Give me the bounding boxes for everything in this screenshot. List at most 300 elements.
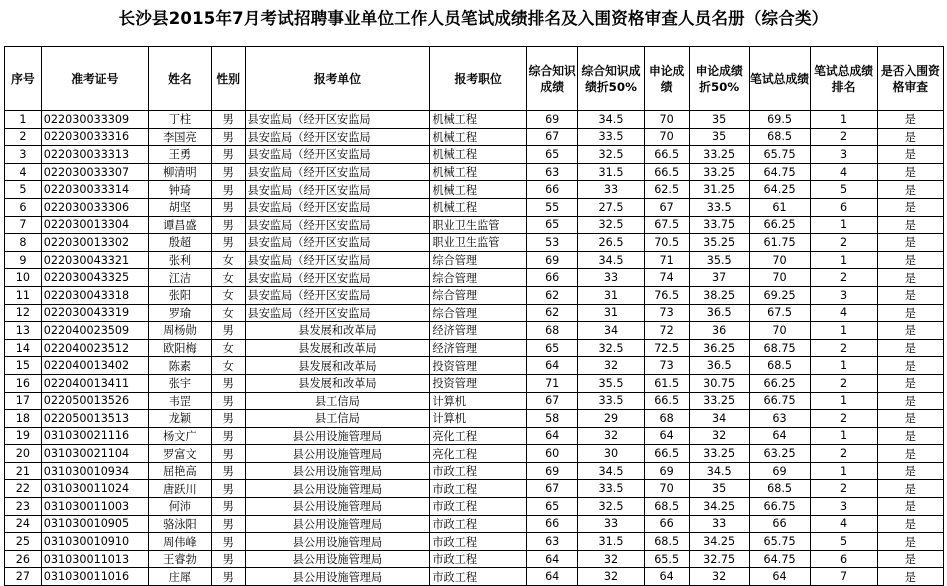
cell-position: 机械工程 (430, 181, 527, 199)
cell-exam-id: 031030021116 (41, 427, 148, 445)
cell-general-knowledge: 63 (526, 163, 577, 181)
cell-general-knowledge-50: 29 (578, 410, 644, 428)
cell-rank: 2 (810, 269, 877, 287)
cell-essay: 67 (644, 198, 689, 216)
cell-qualified: 是 (877, 357, 943, 375)
cell-rank: 1 (810, 392, 877, 410)
cell-position: 职业卫生监管 (430, 234, 527, 252)
cell-name: 唐跃川 (148, 480, 211, 498)
cell-name: 周伟峰 (148, 533, 211, 551)
cell-essay: 64 (644, 427, 689, 445)
cell-general-knowledge: 69 (526, 462, 577, 480)
cell-total: 69.5 (749, 111, 810, 129)
cell-name: 谭昌盛 (148, 216, 211, 234)
cell-qualified: 是 (877, 568, 943, 586)
cell-qualified: 是 (877, 286, 943, 304)
cell-essay-50: 32 (689, 568, 749, 586)
cell-unit: 县安监局（经开区安监局 (245, 163, 430, 181)
cell-total: 63.25 (749, 445, 810, 463)
cell-general-knowledge: 64 (526, 550, 577, 568)
cell-name: 骆泳阳 (148, 515, 211, 533)
cell-essay-50: 33.25 (689, 146, 749, 164)
table-row (5, 198, 944, 216)
cell-essay: 66.5 (644, 146, 689, 164)
cell-rank: 2 (810, 445, 877, 463)
cell-gender: 男 (211, 498, 245, 516)
cell-unit: 县安监局（经开区安监局 (245, 234, 430, 252)
cell-essay-50: 33.25 (689, 163, 749, 181)
cell-position: 市政工程 (430, 462, 527, 480)
cell-unit: 县工信局 (245, 392, 430, 410)
cell-total: 61.75 (749, 234, 810, 252)
cell-rank: 4 (810, 163, 877, 181)
cell-rank: 1 (810, 111, 877, 129)
cell-unit: 县安监局（经开区安监局 (245, 181, 430, 199)
cell-index: 4 (5, 163, 42, 181)
cell-unit: 县公用设施管理局 (245, 445, 430, 463)
cell-essay: 61.5 (644, 374, 689, 392)
cell-gender: 男 (211, 462, 245, 480)
cell-general-knowledge-50: 32 (578, 568, 644, 586)
cell-index: 26 (5, 550, 42, 568)
cell-index: 5 (5, 181, 42, 199)
cell-gender: 男 (211, 322, 245, 340)
cell-total: 61 (749, 198, 810, 216)
cell-qualified: 是 (877, 533, 943, 551)
cell-general-knowledge: 69 (526, 111, 577, 129)
cell-general-knowledge: 62 (526, 304, 577, 322)
cell-index: 3 (5, 146, 42, 164)
cell-index: 8 (5, 234, 42, 252)
col-header-rank: 笔试总成绩排名 (810, 47, 877, 111)
col-header-general-knowledge-50: 综合知识成绩折50% (578, 47, 644, 111)
cell-qualified: 是 (877, 392, 943, 410)
cell-name: 何沛 (148, 498, 211, 516)
cell-unit: 县安监局（经开区安监局 (245, 269, 430, 287)
cell-position: 投资管理 (430, 357, 527, 375)
table-row (5, 480, 944, 498)
cell-exam-id: 022030043319 (41, 304, 148, 322)
cell-qualified: 是 (877, 480, 943, 498)
cell-general-knowledge: 66 (526, 269, 577, 287)
cell-qualified: 是 (877, 111, 943, 129)
cell-position: 综合管理 (430, 269, 527, 287)
cell-gender: 男 (211, 128, 245, 146)
cell-essay-50: 32.75 (689, 550, 749, 568)
cell-name: 殷超 (148, 234, 211, 252)
cell-general-knowledge-50: 35.5 (578, 374, 644, 392)
cell-index: 18 (5, 410, 42, 428)
cell-rank: 1 (810, 357, 877, 375)
cell-essay-50: 33.75 (689, 216, 749, 234)
cell-index: 22 (5, 480, 42, 498)
cell-essay: 64 (644, 568, 689, 586)
cell-general-knowledge-50: 31 (578, 304, 644, 322)
cell-unit: 县安监局（经开区安监局 (245, 111, 430, 129)
cell-general-knowledge: 67 (526, 480, 577, 498)
cell-total: 69 (749, 462, 810, 480)
cell-rank: 2 (810, 374, 877, 392)
cell-unit: 县发展和改革局 (245, 374, 430, 392)
cell-qualified: 是 (877, 163, 943, 181)
cell-essay: 72.5 (644, 339, 689, 357)
cell-total: 69.25 (749, 286, 810, 304)
cell-general-knowledge-50: 33.5 (578, 392, 644, 410)
cell-name: 丁柱 (148, 111, 211, 129)
cell-rank: 6 (810, 198, 877, 216)
cell-essay-50: 36.5 (689, 304, 749, 322)
cell-unit: 县公用设施管理局 (245, 533, 430, 551)
cell-position: 机械工程 (430, 111, 527, 129)
cell-gender: 女 (211, 286, 245, 304)
cell-rank: 1 (810, 216, 877, 234)
header-row (5, 47, 944, 111)
cell-qualified: 是 (877, 462, 943, 480)
cell-index: 2 (5, 128, 42, 146)
cell-essay: 66 (644, 515, 689, 533)
cell-name: 柳清明 (148, 163, 211, 181)
cell-unit: 县安监局（经开区安监局 (245, 286, 430, 304)
cell-total: 66 (749, 515, 810, 533)
cell-exam-id: 022030043321 (41, 251, 148, 269)
col-header-qualified: 是否入围资格审查 (877, 47, 943, 111)
cell-index: 24 (5, 515, 42, 533)
cell-general-knowledge-50: 32 (578, 427, 644, 445)
cell-qualified: 是 (877, 304, 943, 322)
cell-name: 张阳 (148, 286, 211, 304)
cell-total: 68.5 (749, 480, 810, 498)
table-row (5, 462, 944, 480)
cell-index: 13 (5, 322, 42, 340)
cell-general-knowledge-50: 33 (578, 515, 644, 533)
table-row (5, 163, 944, 181)
cell-gender: 男 (211, 533, 245, 551)
cell-essay: 68 (644, 410, 689, 428)
cell-position: 综合管理 (430, 286, 527, 304)
cell-position: 机械工程 (430, 198, 527, 216)
cell-position: 计算机 (430, 410, 527, 428)
cell-general-knowledge: 71 (526, 374, 577, 392)
cell-qualified: 是 (877, 515, 943, 533)
cell-total: 68.75 (749, 339, 810, 357)
cell-gender: 男 (211, 392, 245, 410)
cell-essay: 66.5 (644, 445, 689, 463)
cell-total: 63 (749, 410, 810, 428)
cell-essay-50: 35 (689, 111, 749, 129)
cell-rank: 1 (810, 427, 877, 445)
cell-position: 亮化工程 (430, 427, 527, 445)
cell-index: 25 (5, 533, 42, 551)
cell-general-knowledge: 62 (526, 286, 577, 304)
cell-gender: 男 (211, 146, 245, 164)
table-row (5, 269, 944, 287)
table-row (5, 146, 944, 164)
cell-general-knowledge-50: 32 (578, 550, 644, 568)
cell-total: 65.75 (749, 146, 810, 164)
cell-rank: 2 (810, 128, 877, 146)
cell-position: 市政工程 (430, 550, 527, 568)
cell-position: 职业卫生监管 (430, 216, 527, 234)
cell-total: 70 (749, 269, 810, 287)
cell-general-knowledge-50: 34 (578, 322, 644, 340)
cell-essay-50: 38.25 (689, 286, 749, 304)
cell-exam-id: 031030011024 (41, 480, 148, 498)
cell-general-knowledge: 65 (526, 146, 577, 164)
table-row (5, 304, 944, 322)
cell-name: 陈素 (148, 357, 211, 375)
cell-qualified: 是 (877, 427, 943, 445)
cell-unit: 县公用设施管理局 (245, 568, 430, 586)
cell-essay-50: 35.25 (689, 234, 749, 252)
cell-essay-50: 35 (689, 480, 749, 498)
cell-rank: 7 (810, 568, 877, 586)
cell-name: 张宇 (148, 374, 211, 392)
cell-total: 70 (749, 322, 810, 340)
cell-general-knowledge-50: 32 (578, 357, 644, 375)
cell-gender: 男 (211, 550, 245, 568)
cell-name: 龙颖 (148, 410, 211, 428)
cell-gender: 女 (211, 357, 245, 375)
cell-name: 欧阳梅 (148, 339, 211, 357)
table-row (5, 392, 944, 410)
cell-essay: 68.5 (644, 498, 689, 516)
cell-exam-id: 022040023509 (41, 322, 148, 340)
cell-name: 庄犀 (148, 568, 211, 586)
cell-rank: 3 (810, 286, 877, 304)
cell-essay: 76.5 (644, 286, 689, 304)
cell-index: 7 (5, 216, 42, 234)
cell-position: 亮化工程 (430, 445, 527, 463)
cell-position: 市政工程 (430, 568, 527, 586)
table-row (5, 357, 944, 375)
cell-rank: 3 (810, 498, 877, 516)
cell-exam-id: 022040023512 (41, 339, 148, 357)
cell-essay: 73 (644, 304, 689, 322)
cell-name: 罗瑜 (148, 304, 211, 322)
cell-general-knowledge: 67 (526, 392, 577, 410)
cell-name: 周杨勋 (148, 322, 211, 340)
cell-general-knowledge: 66 (526, 515, 577, 533)
cell-general-knowledge-50: 32.5 (578, 339, 644, 357)
cell-essay-50: 32 (689, 427, 749, 445)
cell-total: 64.75 (749, 550, 810, 568)
cell-unit: 县公用设施管理局 (245, 427, 430, 445)
cell-essay-50: 36 (689, 322, 749, 340)
cell-exam-id: 022030043325 (41, 269, 148, 287)
cell-index: 1 (5, 111, 42, 129)
cell-unit: 县安监局（经开区安监局 (245, 304, 430, 322)
cell-position: 机械工程 (430, 128, 527, 146)
cell-exam-id: 031030011003 (41, 498, 148, 516)
cell-rank: 2 (810, 410, 877, 428)
cell-gender: 男 (211, 198, 245, 216)
cell-general-knowledge-50: 33 (578, 181, 644, 199)
cell-qualified: 是 (877, 234, 943, 252)
cell-general-knowledge-50: 33 (578, 269, 644, 287)
col-header-total: 笔试总成绩 (749, 47, 810, 111)
cell-rank: 4 (810, 304, 877, 322)
cell-position: 经济管理 (430, 322, 527, 340)
cell-unit: 县安监局（经开区安监局 (245, 251, 430, 269)
cell-position: 市政工程 (430, 533, 527, 551)
cell-general-knowledge-50: 26.5 (578, 234, 644, 252)
cell-rank: 1 (810, 322, 877, 340)
cell-essay-50: 31.25 (689, 181, 749, 199)
cell-unit: 县发展和改革局 (245, 357, 430, 375)
table-row (5, 216, 944, 234)
cell-essay-50: 37 (689, 269, 749, 287)
cell-name: 江洁 (148, 269, 211, 287)
cell-essay-50: 33.25 (689, 445, 749, 463)
cell-unit: 县公用设施管理局 (245, 515, 430, 533)
table-row (5, 339, 944, 357)
cell-position: 计算机 (430, 392, 527, 410)
cell-qualified: 是 (877, 498, 943, 516)
results-table (4, 46, 944, 586)
cell-position: 综合管理 (430, 251, 527, 269)
table-row (5, 550, 944, 568)
cell-essay: 66.5 (644, 392, 689, 410)
cell-rank: 4 (810, 515, 877, 533)
cell-total: 66.75 (749, 498, 810, 516)
cell-total: 66.25 (749, 216, 810, 234)
cell-qualified: 是 (877, 251, 943, 269)
cell-essay-50: 30.75 (689, 374, 749, 392)
cell-exam-id: 022030033306 (41, 198, 148, 216)
cell-gender: 男 (211, 480, 245, 498)
cell-general-knowledge: 67 (526, 128, 577, 146)
cell-gender: 女 (211, 269, 245, 287)
cell-essay: 70 (644, 111, 689, 129)
cell-index: 15 (5, 357, 42, 375)
document-title: 长沙县2015年7月考试招聘事业单位工作人员笔试成绩排名及入围资格审查人员名册（综合类） (118, 9, 829, 28)
cell-qualified: 是 (877, 322, 943, 340)
cell-position: 机械工程 (430, 163, 527, 181)
cell-index: 23 (5, 498, 42, 516)
cell-exam-id: 022030013302 (41, 234, 148, 252)
cell-total: 64 (749, 568, 810, 586)
cell-general-knowledge-50: 34.5 (578, 111, 644, 129)
col-header-index: 序号 (5, 47, 42, 111)
cell-general-knowledge: 63 (526, 533, 577, 551)
cell-essay-50: 36.5 (689, 357, 749, 375)
cell-rank: 2 (810, 339, 877, 357)
col-header-general-knowledge: 综合知识成绩 (526, 47, 577, 111)
table-row (5, 181, 944, 199)
cell-general-knowledge-50: 32.5 (578, 216, 644, 234)
cell-essay-50: 35 (689, 128, 749, 146)
cell-name: 王睿勃 (148, 550, 211, 568)
cell-exam-id: 022040013402 (41, 357, 148, 375)
cell-exam-id: 031030010910 (41, 533, 148, 551)
cell-rank: 5 (810, 533, 877, 551)
cell-gender: 男 (211, 568, 245, 586)
cell-rank: 3 (810, 146, 877, 164)
cell-exam-id: 022030033314 (41, 181, 148, 199)
cell-gender: 男 (211, 445, 245, 463)
cell-position: 机械工程 (430, 146, 527, 164)
cell-essay: 73 (644, 357, 689, 375)
cell-general-knowledge: 66 (526, 181, 577, 199)
cell-index: 9 (5, 251, 42, 269)
cell-unit: 县公用设施管理局 (245, 498, 430, 516)
table-row (5, 568, 944, 586)
table-row (5, 427, 944, 445)
cell-essay-50: 33.5 (689, 198, 749, 216)
cell-essay: 70 (644, 128, 689, 146)
cell-position: 市政工程 (430, 498, 527, 516)
cell-qualified: 是 (877, 146, 943, 164)
cell-index: 12 (5, 304, 42, 322)
cell-exam-id: 022030033313 (41, 146, 148, 164)
cell-essay-50: 33.25 (689, 392, 749, 410)
cell-essay-50: 34.25 (689, 498, 749, 516)
cell-position: 综合管理 (430, 304, 527, 322)
cell-index: 16 (5, 374, 42, 392)
cell-exam-id: 031030011013 (41, 550, 148, 568)
cell-total: 67.5 (749, 304, 810, 322)
cell-total: 64 (749, 427, 810, 445)
cell-rank: 2 (810, 234, 877, 252)
cell-rank: 1 (810, 251, 877, 269)
cell-unit: 县公用设施管理局 (245, 462, 430, 480)
cell-unit: 县公用设施管理局 (245, 480, 430, 498)
table-row (5, 234, 944, 252)
cell-unit: 县公用设施管理局 (245, 550, 430, 568)
cell-index: 11 (5, 286, 42, 304)
cell-qualified: 是 (877, 445, 943, 463)
cell-general-knowledge: 58 (526, 410, 577, 428)
cell-unit: 县工信局 (245, 410, 430, 428)
cell-gender: 男 (211, 410, 245, 428)
cell-unit: 县发展和改革局 (245, 339, 430, 357)
cell-gender: 男 (211, 427, 245, 445)
cell-name: 钟琦 (148, 181, 211, 199)
cell-essay: 66.5 (644, 163, 689, 181)
cell-rank: 1 (810, 462, 877, 480)
cell-name: 罗富文 (148, 445, 211, 463)
cell-essay-50: 34.5 (689, 462, 749, 480)
cell-qualified: 是 (877, 550, 943, 568)
cell-general-knowledge-50: 30 (578, 445, 644, 463)
cell-total: 68.5 (749, 357, 810, 375)
cell-gender: 男 (211, 515, 245, 533)
table-row (5, 251, 944, 269)
cell-unit: 县安监局（经开区安监局 (245, 216, 430, 234)
cell-total: 68.5 (749, 128, 810, 146)
cell-essay: 68.5 (644, 533, 689, 551)
col-header-position: 报考职位 (430, 47, 527, 111)
cell-name: 韦罡 (148, 392, 211, 410)
cell-essay-50: 35.5 (689, 251, 749, 269)
cell-unit: 县安监局（经开区安监局 (245, 198, 430, 216)
cell-exam-id: 022050013526 (41, 392, 148, 410)
cell-general-knowledge-50: 31.5 (578, 163, 644, 181)
cell-total: 65.75 (749, 533, 810, 551)
cell-index: 14 (5, 339, 42, 357)
cell-total: 64.75 (749, 163, 810, 181)
cell-qualified: 是 (877, 128, 943, 146)
cell-name: 李国亮 (148, 128, 211, 146)
cell-rank: 2 (810, 480, 877, 498)
cell-general-knowledge: 53 (526, 234, 577, 252)
cell-index: 17 (5, 392, 42, 410)
cell-gender: 女 (211, 304, 245, 322)
col-header-essay-50: 申论成绩折50% (689, 47, 749, 111)
cell-unit: 县发展和改革局 (245, 322, 430, 340)
cell-general-knowledge-50: 31 (578, 286, 644, 304)
cell-position: 经济管理 (430, 339, 527, 357)
